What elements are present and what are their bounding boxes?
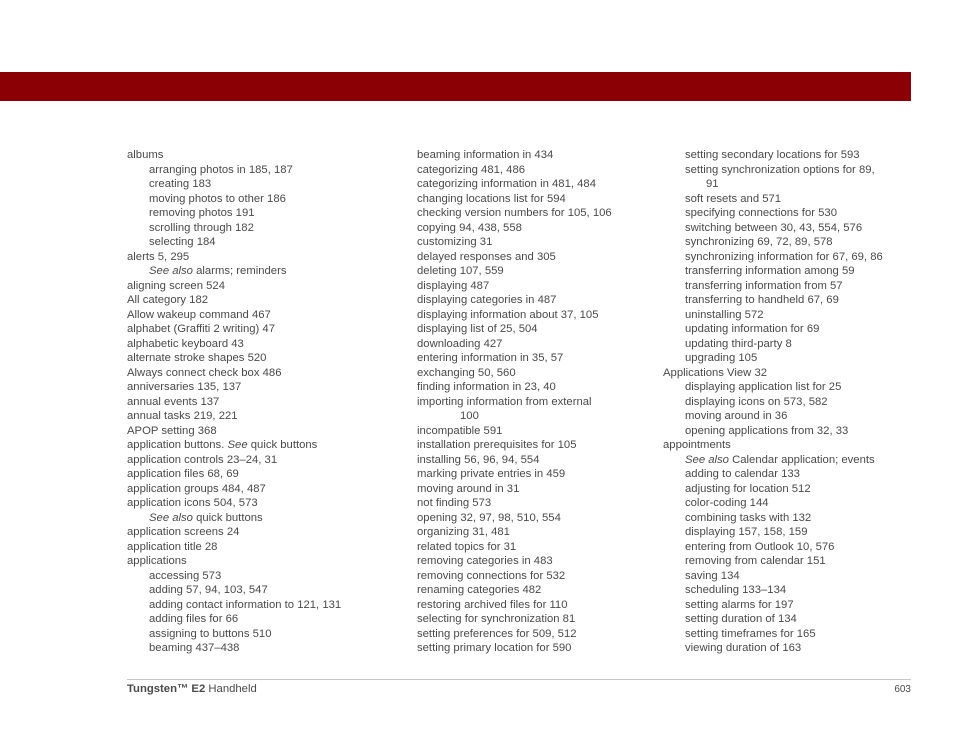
index-entry	[127, 221, 387, 236]
entry-text: categorizing 481, 486	[417, 163, 526, 176]
entry-text: transferring information from 57	[685, 279, 843, 292]
index-entry	[417, 380, 642, 395]
entry-text: specifying connections for 530	[685, 207, 837, 219]
entry-text: setting secondary locations for 593	[685, 149, 860, 161]
index-entry	[417, 627, 642, 642]
entry-text: creating 183	[149, 178, 212, 190]
index-entry	[127, 264, 387, 279]
index-entry	[417, 453, 642, 468]
entry-text: scheduling 133–134	[685, 584, 787, 596]
entry-text: displaying icons on 573, 582	[685, 395, 828, 408]
entry-text: combining tasks with 132	[685, 511, 812, 524]
entry-text: setting timeframes for 165	[685, 627, 816, 640]
index-entry	[663, 264, 913, 279]
entry-text: customizing 31	[417, 236, 493, 248]
index-entry	[417, 337, 642, 352]
index-entry	[127, 424, 387, 439]
entry-text: opening applications from 32, 33	[685, 424, 849, 437]
entry-text: moving photos to other 186	[149, 192, 286, 205]
index-entry	[417, 177, 642, 192]
entry-text: marking private entries in 459	[417, 468, 566, 480]
entry-text: anniversaries 135, 137	[127, 381, 242, 393]
index-entry	[127, 192, 387, 207]
index-entry	[663, 525, 913, 540]
index-entry	[663, 438, 913, 453]
index-entry	[127, 351, 387, 366]
entry-text: beaming information in 434	[417, 149, 554, 161]
entry-text: uninstalling 572	[685, 308, 764, 321]
index-entry	[417, 308, 642, 323]
index-entry	[417, 293, 642, 308]
entry-text: downloading 427	[417, 337, 503, 350]
index-entry	[127, 337, 387, 352]
index-column-2	[417, 148, 642, 656]
entry-text: selecting 184	[149, 236, 216, 248]
index-entry	[417, 366, 642, 381]
entry-text: displaying list of 25, 504	[417, 323, 538, 335]
index-entry	[417, 583, 642, 598]
index-entry	[417, 569, 642, 584]
index-entry	[417, 467, 642, 482]
footer-rule	[127, 679, 911, 680]
entry-text: application groups 484, 487	[127, 482, 266, 495]
index-entry	[417, 235, 642, 250]
see-also-label: See	[227, 439, 248, 451]
index-entry	[127, 250, 387, 265]
index-entry	[663, 424, 913, 439]
entry-text: APOP setting 368	[127, 424, 217, 437]
index-entry	[127, 453, 387, 468]
entry-text: displaying information about 37, 105	[417, 308, 599, 321]
index-entry	[127, 438, 387, 453]
index-entry	[417, 554, 642, 569]
entry-text: removing connections for 532	[417, 569, 566, 582]
index-entry	[127, 627, 387, 642]
entry-text: annual events 137	[127, 395, 220, 408]
entry-text: adding contact information to 121, 131	[149, 598, 342, 611]
index-entry	[417, 250, 642, 265]
index-entry	[127, 206, 387, 221]
index-entry	[663, 511, 913, 526]
index-entry	[663, 395, 913, 410]
entry-text: applications	[127, 555, 187, 567]
entry-text: delayed responses and 305	[417, 250, 556, 263]
index-entry	[663, 366, 913, 381]
entry-text: installing 56, 96, 94, 554	[417, 453, 540, 466]
index-entry	[663, 641, 913, 656]
index-entry	[417, 395, 642, 410]
entry-text: finding information in 23, 40	[417, 381, 556, 393]
entry-text: deleting 107, 559	[417, 265, 504, 277]
entry-text: entering information in 35, 57	[417, 352, 564, 364]
entry-text: opening 32, 97, 98, 510, 554	[417, 511, 561, 524]
entry-text: alphabetic keyboard 43	[127, 337, 244, 350]
entry-text: entering from Outlook 10, 576	[685, 540, 835, 553]
index-entry	[127, 482, 387, 497]
entry-text: organizing 31, 481	[417, 526, 510, 538]
index-entry	[663, 337, 913, 352]
index-entry	[663, 627, 913, 642]
entry-text: restoring archived files for 110	[417, 598, 568, 611]
entry-text: displaying application list for 25	[685, 381, 842, 393]
entry-text: displaying 157, 158, 159	[685, 526, 808, 538]
entry-text: arranging photos in 185, 187	[149, 163, 293, 176]
index-entry	[417, 511, 642, 526]
entry-text: application controls 23–24, 31	[127, 453, 278, 466]
entry-text: color-coding 144	[685, 497, 769, 509]
entry-text: transferring to handheld 67, 69	[685, 294, 839, 306]
entry-text: alarms; reminders	[192, 265, 287, 277]
index-entry	[663, 322, 913, 337]
entry-text: albums	[127, 149, 164, 161]
entry-text: updating third-party 8	[685, 337, 792, 350]
index-entry	[127, 583, 387, 598]
index-entry	[127, 409, 387, 424]
entry-text: installation prerequisites for 105	[417, 439, 577, 451]
index-entry	[127, 322, 387, 337]
footer-label: Handheld	[205, 683, 257, 695]
footer-product	[127, 683, 257, 695]
index-entry	[663, 279, 913, 294]
index-entry	[127, 540, 387, 555]
index-entry	[417, 322, 642, 337]
entry-text: categorizing information in 481, 484	[417, 178, 596, 190]
index-entry	[417, 351, 642, 366]
entry-text: Applications View 32	[663, 366, 768, 379]
index-entry-continuation: 100	[460, 410, 479, 422]
entry-text: soft resets and 571	[685, 192, 782, 205]
entry-text: application buttons.	[127, 439, 228, 451]
index-entry	[663, 235, 913, 250]
see-also-label: See also	[149, 265, 193, 277]
entry-text: not finding 573	[417, 497, 492, 509]
index-entry	[127, 569, 387, 584]
entry-text: setting duration of 134	[685, 613, 797, 625]
index-entry	[417, 206, 642, 221]
entry-text: moving around in 31	[417, 482, 520, 495]
entry-text: updating information for 69	[685, 323, 820, 335]
index-entry	[127, 163, 387, 178]
index-entry	[417, 540, 642, 555]
index-entry	[127, 511, 387, 526]
index-entry	[663, 612, 913, 627]
entry-text: accessing 573	[149, 569, 222, 582]
index-entry	[127, 598, 387, 613]
entry-text: application screens 24	[127, 526, 240, 538]
index-entry	[417, 148, 642, 163]
index-entry	[417, 221, 642, 236]
index-entry	[417, 424, 642, 439]
index-entry	[663, 163, 913, 178]
index-entry	[127, 395, 387, 410]
index-entry	[417, 525, 642, 540]
entry-text: quick buttons	[247, 439, 318, 451]
index-column-1	[127, 148, 387, 656]
entry-text: removing photos 191	[149, 207, 255, 219]
entry-text: Calendar application; events	[728, 453, 875, 466]
index-entry	[663, 583, 913, 598]
entry-text: quick buttons	[192, 511, 263, 524]
index-entry	[417, 163, 642, 178]
index-entry	[127, 293, 387, 308]
entry-text: displaying 487	[417, 279, 490, 292]
index-entry	[127, 641, 387, 656]
entry-text: viewing duration of 163	[685, 642, 802, 654]
header-band	[0, 72, 911, 101]
index-entry	[663, 221, 913, 236]
see-also-label: See also	[685, 453, 729, 466]
entry-text: setting synchronization options for 89,	[685, 163, 875, 176]
entry-text: exchanging 50, 560	[417, 366, 516, 379]
page-number: 603	[894, 684, 911, 695]
entry-text: application icons 504, 573	[127, 497, 258, 509]
entry-text: adding files for 66	[149, 613, 239, 625]
entry-text: Allow wakeup command 467	[127, 308, 271, 321]
index-entry	[127, 612, 387, 627]
index-entry	[127, 308, 387, 323]
entry-text: incompatible 591	[417, 424, 503, 437]
entry-text: changing locations list for 594	[417, 192, 566, 205]
index-entry	[663, 496, 913, 511]
entry-text: related topics for 31	[417, 540, 517, 553]
index-entry	[663, 206, 913, 221]
index-entry	[127, 366, 387, 381]
index-entry	[417, 192, 642, 207]
index-entry	[417, 264, 642, 279]
entry-text: checking version numbers for 105, 106	[417, 207, 612, 219]
index-entry	[663, 293, 913, 308]
entry-text: adding 57, 94, 103, 547	[149, 584, 268, 596]
index-entry	[663, 569, 913, 584]
index-entry	[417, 598, 642, 613]
entry-text: switching between 30, 43, 554, 576	[685, 221, 863, 234]
index-entry	[417, 641, 642, 656]
entry-text: scrolling through 182	[149, 221, 254, 234]
entry-text: adding to calendar 133	[685, 468, 800, 480]
index-entry	[663, 467, 913, 482]
entry-text: synchronizing information for 67, 69, 86	[685, 250, 883, 263]
entry-text: setting alarms for 197	[685, 598, 794, 611]
index-entry	[417, 279, 642, 294]
entry-text: selecting for synchronization 81	[417, 613, 576, 625]
index-entry	[417, 496, 642, 511]
index-entry-continuation: 91	[706, 178, 719, 190]
index-entry	[663, 554, 913, 569]
entry-text: setting primary location for 590	[417, 642, 572, 654]
entry-text: All category 182	[127, 294, 209, 306]
entry-text: moving around in 36	[685, 410, 788, 422]
entry-text: alerts 5, 295	[127, 250, 190, 263]
entry-text: alternate stroke shapes 520	[127, 352, 267, 364]
entry-text: adjusting for location 512	[685, 482, 811, 495]
index-entry	[417, 438, 642, 453]
index-entry	[127, 148, 387, 163]
index-entry	[663, 192, 913, 207]
index-entry	[127, 525, 387, 540]
entry-text: annual tasks 219, 221	[127, 410, 238, 422]
entry-text: upgrading 105	[685, 352, 758, 364]
footer-brand: Tungsten™ E2	[127, 683, 206, 695]
index-entry	[663, 409, 913, 424]
entry-text: application title 28	[127, 540, 218, 553]
index-entry	[663, 380, 913, 395]
entry-text: removing categories in 483	[417, 555, 553, 567]
index-entry	[417, 612, 642, 627]
entry-text: synchronizing 69, 72, 89, 578	[685, 236, 833, 248]
index-entry	[663, 148, 913, 163]
entry-text: renaming categories 482	[417, 584, 542, 596]
index-entry	[127, 467, 387, 482]
entry-text: Always connect check box 486	[127, 366, 282, 379]
index-entry	[127, 177, 387, 192]
entry-text: copying 94, 438, 558	[417, 221, 522, 234]
see-also-label: See also	[149, 511, 193, 524]
index-entry	[663, 308, 913, 323]
index-entry	[417, 482, 642, 497]
index-entry	[663, 482, 913, 497]
entry-text: transferring information among 59	[685, 265, 855, 277]
entry-text: displaying categories in 487	[417, 294, 557, 306]
entry-text: beaming 437–438	[149, 642, 240, 654]
entry-text: setting preferences for 509, 512	[417, 627, 577, 640]
index-entry	[663, 540, 913, 555]
index-entry	[127, 554, 387, 569]
entry-text: assigning to buttons 510	[149, 627, 272, 640]
index-entry	[127, 279, 387, 294]
index-entry	[127, 496, 387, 511]
entry-text: aligning screen 524	[127, 279, 225, 292]
entry-text: saving 134	[685, 569, 740, 582]
index-entry	[127, 235, 387, 250]
index-column-3	[663, 148, 913, 656]
index-entry	[663, 250, 913, 265]
entry-text: application files 68, 69	[127, 468, 239, 480]
entry-text: importing information from external	[417, 395, 592, 408]
entry-text: removing from calendar 151	[685, 555, 826, 567]
index-entry	[663, 453, 913, 468]
index-entry	[127, 380, 387, 395]
entry-text: alphabet (Graffiti 2 writing) 47	[127, 323, 275, 335]
entry-text: appointments	[663, 439, 731, 451]
index-entry	[663, 351, 913, 366]
index-entry	[663, 598, 913, 613]
